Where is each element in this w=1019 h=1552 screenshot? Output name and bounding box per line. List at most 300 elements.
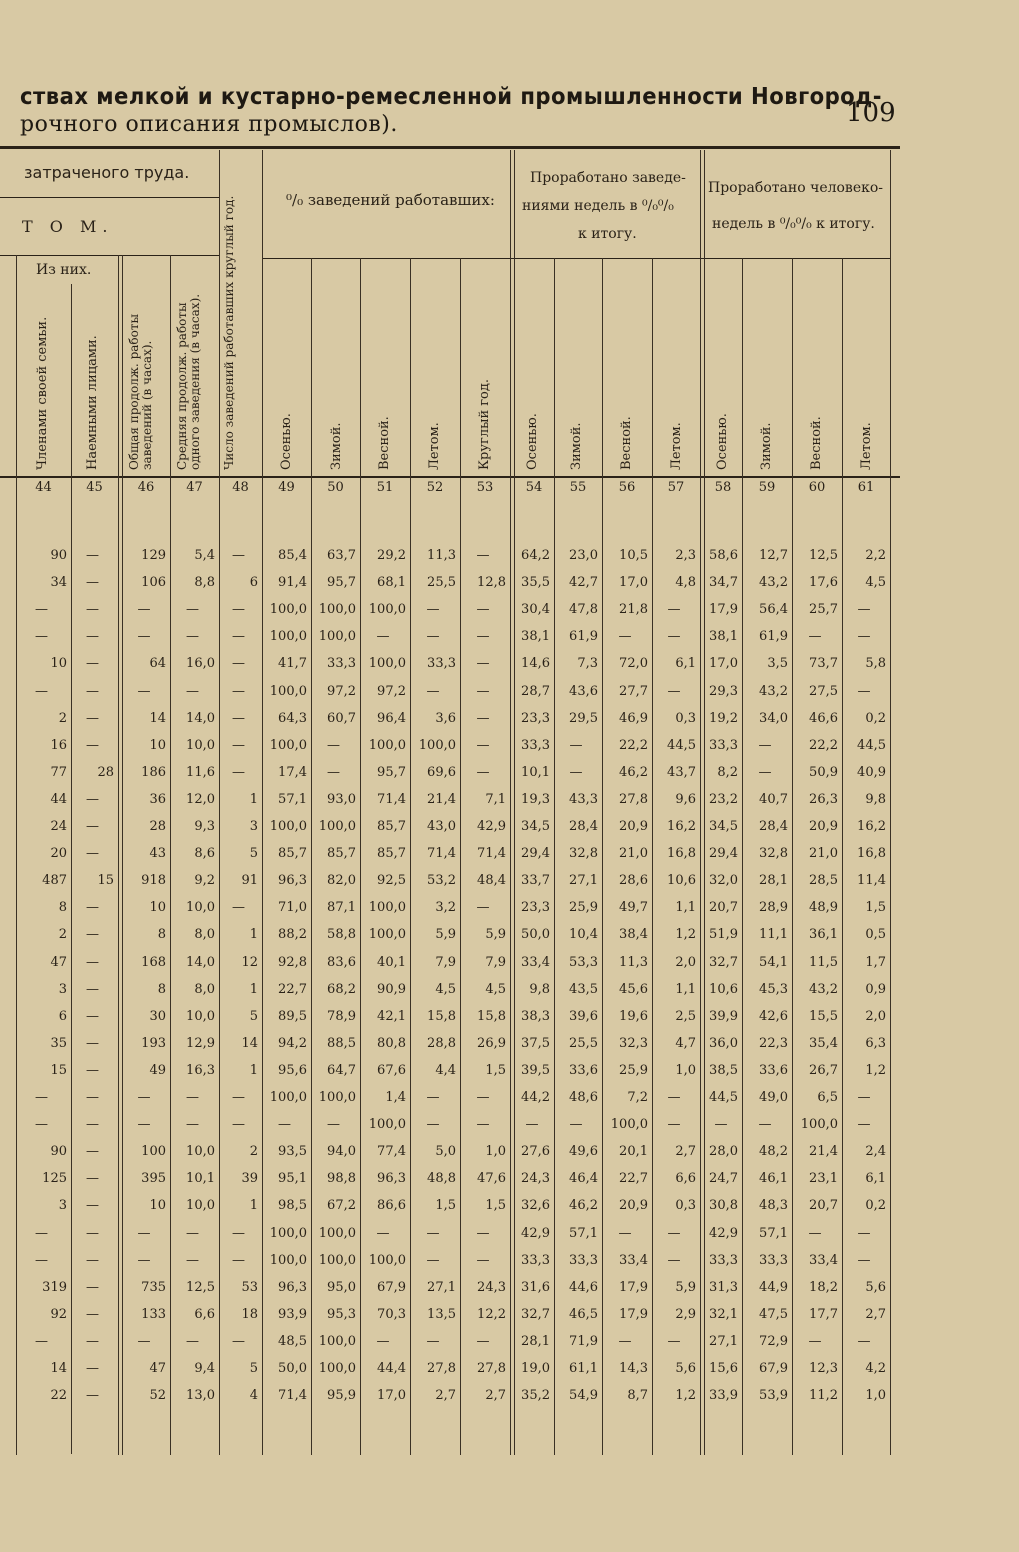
- table-cell: —: [232, 1090, 245, 1105]
- table-cell: —: [35, 1226, 48, 1241]
- table-cell: 21,0: [619, 846, 648, 861]
- table-cell: —: [232, 548, 245, 563]
- table-cell: —: [86, 738, 99, 753]
- table-cell: 53: [241, 1280, 258, 1295]
- table-cell: 48,2: [759, 1144, 788, 1159]
- table-cell: 34,0: [759, 711, 788, 726]
- table-cell: 33,3: [521, 1253, 550, 1268]
- table-cell: 92,5: [377, 873, 406, 888]
- table-cell: 100,0: [318, 629, 356, 644]
- header-col-44: Членами своей семьи.: [35, 316, 50, 470]
- table-cell: 100,0: [269, 1226, 307, 1241]
- table-cell: —: [476, 684, 490, 699]
- table-cell: 49,0: [759, 1090, 788, 1105]
- table-cell: —: [86, 711, 99, 726]
- table-cell: 100,0: [800, 1117, 838, 1132]
- table-cell: 30: [149, 1009, 166, 1024]
- table-cell: 1,5: [435, 1198, 456, 1213]
- header-of-them: Из них.: [36, 262, 92, 278]
- table-cell: —: [476, 1090, 490, 1105]
- table-cell: 96,3: [278, 873, 307, 888]
- header-col-52: Летом.: [427, 422, 442, 470]
- table-cell: 1: [249, 1063, 258, 1078]
- column-number: 46: [137, 480, 155, 495]
- table-cell: 21,8: [619, 602, 648, 617]
- table-cell: 106: [141, 575, 166, 590]
- table-cell: —: [426, 684, 440, 699]
- header-col-59: Зимой.: [759, 422, 774, 470]
- table-cell: —: [667, 1117, 681, 1132]
- table-cell: 17,9: [619, 1280, 648, 1295]
- table-cell: 60,7: [327, 711, 356, 726]
- table-cell: 2,9: [675, 1307, 696, 1322]
- column-number: 45: [86, 480, 103, 495]
- table-cell: 1,4: [385, 1090, 406, 1105]
- header-col-46: [128, 260, 154, 470]
- table-cell: 46,4: [569, 1171, 598, 1186]
- table-cell: 27,7: [619, 684, 648, 699]
- table-cell: 72,0: [619, 656, 648, 671]
- table-cell: 83,6: [327, 955, 356, 970]
- table-cell: 18,2: [809, 1280, 838, 1295]
- table-cell: 53,9: [759, 1388, 788, 1403]
- table-cell: —: [86, 900, 99, 915]
- table-cell: 15: [97, 873, 114, 888]
- table-cell: 26,9: [477, 1036, 506, 1051]
- table-cell: 100,0: [318, 1334, 356, 1349]
- table-cell: 98,5: [278, 1198, 307, 1213]
- table-cell: 9,3: [194, 819, 215, 834]
- table-cell: 61,9: [569, 629, 598, 644]
- table-cell: —: [569, 1117, 583, 1132]
- table-cell: 98,8: [327, 1171, 356, 1186]
- table-cell: 1,2: [865, 1063, 886, 1078]
- header-col-49: Осенью.: [279, 413, 294, 470]
- table-cell: 0,2: [865, 1198, 886, 1213]
- header-col-51: Весной.: [377, 416, 392, 470]
- table-cell: 31,3: [709, 1280, 738, 1295]
- table-cell: 33,3: [569, 1253, 598, 1268]
- table-cell: 26,7: [809, 1063, 838, 1078]
- table-cell: 24,7: [709, 1171, 738, 1186]
- header-col-54: Осенью.: [525, 413, 540, 470]
- table-cell: 10,0: [186, 1009, 215, 1024]
- table-cell: 40,7: [759, 792, 788, 807]
- table-cell: 36,0: [709, 1036, 738, 1051]
- table-cell: 23,0: [569, 548, 598, 563]
- table-cell: 14: [149, 711, 166, 726]
- table-cell: —: [758, 1117, 772, 1132]
- table-cell: —: [758, 765, 772, 780]
- table-cell: 91: [241, 873, 258, 888]
- column-number: 58: [714, 480, 732, 495]
- table-cell: 5: [249, 1361, 258, 1376]
- table-cell: 36: [149, 792, 166, 807]
- table-cell: 43,5: [569, 982, 598, 997]
- table-cell: 6: [249, 575, 258, 590]
- table-cell: 96,3: [278, 1280, 307, 1295]
- table-cell: 20,9: [809, 819, 838, 834]
- table-cell: 20,1: [619, 1144, 648, 1159]
- table-cell: 487: [42, 873, 67, 888]
- table-cell: 46,6: [809, 711, 838, 726]
- table-cell: 32,7: [521, 1307, 550, 1322]
- table-cell: 2,5: [675, 1009, 696, 1024]
- table-cell: 19,3: [521, 792, 550, 807]
- table-cell: 3,5: [767, 656, 788, 671]
- table-cell: —: [327, 738, 340, 753]
- table-cell: —: [86, 1009, 99, 1024]
- table-cell: —: [476, 548, 490, 563]
- header-rule-3: [262, 258, 890, 259]
- table-cell: —: [667, 1226, 681, 1241]
- table-cell: 17,7: [809, 1307, 838, 1322]
- table-cell: 85,7: [377, 846, 406, 861]
- table-cell: 95,3: [327, 1307, 356, 1322]
- table-cell: —: [476, 656, 490, 671]
- table-cell: 96,3: [377, 1171, 406, 1186]
- table-cell: 71,9: [569, 1334, 598, 1349]
- table-cell: 39,5: [521, 1063, 550, 1078]
- table-cell: 23,2: [709, 792, 738, 807]
- table-cell: 47,8: [569, 602, 598, 617]
- table-cell: 33,7: [521, 873, 550, 888]
- table-cell: —: [86, 548, 99, 563]
- col-line: [118, 255, 119, 1455]
- table-cell: 8: [58, 900, 67, 915]
- table-cell: —: [569, 765, 583, 780]
- table-cell: 8,0: [194, 982, 215, 997]
- table-cell: —: [376, 1226, 390, 1241]
- table-cell: —: [137, 1253, 151, 1268]
- table-cell: 35,4: [809, 1036, 838, 1051]
- table-cell: —: [86, 1171, 99, 1186]
- table-cell: 35,2: [521, 1388, 550, 1403]
- table-cell: 20,7: [809, 1198, 838, 1213]
- header-weeks-est-3: к итогу.: [578, 226, 637, 242]
- table-cell: 68,2: [327, 982, 356, 997]
- table-cell: 46,5: [569, 1307, 598, 1322]
- table-cell: 44,9: [759, 1280, 788, 1295]
- header-col-61: Летом.: [859, 422, 874, 470]
- table-cell: 15,8: [427, 1009, 456, 1024]
- table-cell: —: [86, 1198, 99, 1213]
- table-cell: —: [86, 1226, 99, 1241]
- table-cell: 19,6: [619, 1009, 648, 1024]
- table-cell: 32,7: [709, 955, 738, 970]
- table-cell: 8,8: [194, 575, 215, 590]
- table-cell: 2,4: [865, 1144, 886, 1159]
- table-cell: 395: [141, 1171, 166, 1186]
- column-number: 47: [186, 480, 203, 495]
- table-cell: —: [86, 1388, 99, 1403]
- table-cell: —: [426, 602, 440, 617]
- table-cell: —: [476, 629, 490, 644]
- table-cell: —: [86, 575, 99, 590]
- header-labor-spent: затраченого труда.: [24, 163, 190, 182]
- table-cell: —: [86, 629, 99, 644]
- table-cell: 33,6: [759, 1063, 788, 1078]
- table-cell: 4,5: [865, 575, 886, 590]
- table-cell: 39,6: [569, 1009, 598, 1024]
- table-cell: 10,6: [709, 982, 738, 997]
- table-cell: 20,9: [619, 819, 648, 834]
- table-cell: 45,3: [759, 982, 788, 997]
- table-cell: 42,6: [759, 1009, 788, 1024]
- table-cell: 11,5: [809, 955, 838, 970]
- table-cell: 33,3: [427, 656, 456, 671]
- table-cell: 1,2: [675, 1388, 696, 1403]
- table-cell: 6,6: [194, 1307, 215, 1322]
- header-col-56: Весной.: [619, 416, 634, 470]
- table-cell: 58,8: [327, 927, 356, 942]
- table-cell: 94,0: [327, 1144, 356, 1159]
- table-cell: 73,7: [809, 656, 838, 671]
- table-cell: 36,1: [809, 927, 838, 942]
- table-cell: 16,3: [186, 1063, 215, 1078]
- table-cell: 193: [141, 1036, 166, 1051]
- table-cell: 20,7: [709, 900, 738, 915]
- table-cell: 63,7: [327, 548, 356, 563]
- table-cell: 9,8: [865, 792, 886, 807]
- table-cell: 1: [249, 982, 258, 997]
- table-cell: —: [232, 765, 245, 780]
- table-cell: —: [476, 602, 490, 617]
- table-cell: 71,4: [427, 846, 456, 861]
- table-cell: —: [476, 1253, 490, 1268]
- table-cell: 27,1: [427, 1280, 456, 1295]
- table-cell: —: [137, 684, 151, 699]
- table-cell: 86,6: [377, 1198, 406, 1213]
- table-cell: —: [426, 629, 440, 644]
- table-cell: 13,5: [427, 1307, 456, 1322]
- column-number: 50: [327, 480, 344, 495]
- table-cell: 100,0: [269, 684, 307, 699]
- table-cell: 43,0: [427, 819, 456, 834]
- table-cell: —: [426, 1253, 440, 1268]
- table-cell: 7,2: [627, 1090, 648, 1105]
- table-cell: 28,1: [759, 873, 788, 888]
- table-cell: 10,0: [186, 1144, 215, 1159]
- table-cell: —: [86, 1090, 99, 1105]
- table-cell: 29,2: [377, 548, 406, 563]
- table-cell: 17,9: [619, 1307, 648, 1322]
- table-cell: 17,6: [809, 575, 838, 590]
- table-cell: 48,4: [477, 873, 506, 888]
- table-cell: 16,2: [857, 819, 886, 834]
- table-cell: 20: [50, 846, 67, 861]
- table-cell: 27,8: [427, 1361, 456, 1376]
- table-cell: 11,6: [186, 765, 215, 780]
- header-col-53: Круглый год.: [477, 378, 492, 470]
- table-cell: —: [476, 1117, 490, 1132]
- table-cell: 51,9: [709, 927, 738, 942]
- column-number: 53: [476, 480, 494, 495]
- table-cell: 33,3: [709, 1253, 738, 1268]
- table-cell: 38,1: [709, 629, 738, 644]
- column-number: 44: [35, 480, 52, 495]
- table-cell: —: [232, 684, 245, 699]
- table-cell: 45,6: [619, 982, 648, 997]
- table-cell: —: [232, 711, 245, 726]
- table-cell: 71,4: [377, 792, 406, 807]
- table-cell: 9,2: [194, 873, 215, 888]
- table-cell: 15,8: [477, 1009, 506, 1024]
- table-cell: —: [667, 629, 681, 644]
- table-cell: 38,5: [709, 1063, 738, 1078]
- table-cell: 14,6: [521, 656, 550, 671]
- table-cell: 1: [249, 1198, 258, 1213]
- table-cell: 14,0: [186, 711, 215, 726]
- table-cell: —: [618, 1334, 632, 1349]
- table-cell: —: [476, 738, 490, 753]
- table-cell: 100,0: [368, 927, 406, 942]
- table-cell: 5: [249, 846, 258, 861]
- table-cell: 46,2: [569, 1198, 598, 1213]
- table-cell: 47,6: [477, 1171, 506, 1186]
- table-cell: 43,2: [809, 982, 838, 997]
- table-cell: 43,6: [569, 684, 598, 699]
- table-cell: —: [857, 1226, 871, 1241]
- table-cell: 43: [149, 846, 166, 861]
- table-cell: 0,2: [865, 711, 886, 726]
- table-cell: 67,6: [377, 1063, 406, 1078]
- table-cell: 8: [157, 927, 166, 942]
- table-cell: 8,7: [627, 1388, 648, 1403]
- table-cell: 9,6: [675, 792, 696, 807]
- table-cell: 35: [50, 1036, 67, 1051]
- table-cell: 54,9: [569, 1388, 598, 1403]
- table-cell: 2,7: [435, 1388, 456, 1403]
- table-cell: 15: [50, 1063, 67, 1078]
- table-cell: 44,5: [857, 738, 886, 753]
- table-cell: 33,3: [759, 1253, 788, 1268]
- table-cell: —: [476, 1334, 490, 1349]
- col-line: [890, 150, 891, 1455]
- table-cell: 3,6: [435, 711, 456, 726]
- table-cell: 12: [241, 955, 258, 970]
- table-cell: 23,3: [521, 711, 550, 726]
- table-cell: 0,3: [675, 711, 696, 726]
- table-cell: —: [857, 1334, 871, 1349]
- table-cell: 25,9: [569, 900, 598, 915]
- table-cell: —: [186, 1090, 199, 1105]
- table-cell: —: [232, 656, 245, 671]
- table-cell: —: [327, 765, 340, 780]
- table-cell: 20,9: [619, 1198, 648, 1213]
- column-number-rule: [0, 476, 900, 478]
- table-cell: 4,4: [435, 1063, 456, 1078]
- table-cell: 100,0: [418, 738, 456, 753]
- table-cell: 97,2: [377, 684, 406, 699]
- table-cell: 95,7: [377, 765, 406, 780]
- table-cell: 42,1: [377, 1009, 406, 1024]
- table-cell: 77,4: [377, 1144, 406, 1159]
- table-cell: —: [186, 1226, 199, 1241]
- table-cell: —: [857, 1253, 871, 1268]
- table-cell: —: [476, 765, 490, 780]
- table-cell: 28,8: [427, 1036, 456, 1051]
- table-cell: —: [35, 1253, 48, 1268]
- table-cell: 1,5: [485, 1063, 506, 1078]
- table-cell: 14: [50, 1361, 67, 1376]
- table-cell: 17,0: [709, 656, 738, 671]
- table-cell: 10,0: [186, 738, 215, 753]
- table-cell: 22,3: [759, 1036, 788, 1051]
- table-cell: 93,9: [278, 1307, 307, 1322]
- table-cell: 27,8: [619, 792, 648, 807]
- table-cell: 38,1: [521, 629, 550, 644]
- table-cell: 5,6: [865, 1280, 886, 1295]
- table-cell: —: [667, 1334, 681, 1349]
- table-cell: 90: [50, 1144, 67, 1159]
- table-cell: 56,4: [759, 602, 788, 617]
- header-rule-2: [0, 255, 220, 256]
- table-cell: 10,1: [186, 1171, 215, 1186]
- table-cell: —: [426, 1117, 440, 1132]
- table-cell: 17,0: [619, 575, 648, 590]
- table-cell: 12,2: [477, 1307, 506, 1322]
- table-cell: 6: [58, 1009, 67, 1024]
- table-cell: 12,8: [477, 575, 506, 590]
- table-cell: 22,7: [619, 1171, 648, 1186]
- table-cell: 16,8: [667, 846, 696, 861]
- header-col-48: [223, 155, 236, 470]
- table-cell: 0,5: [865, 927, 886, 942]
- table-cell: 1,2: [675, 927, 696, 942]
- table-cell: —: [618, 1226, 632, 1241]
- table-cell: 10: [149, 1198, 166, 1213]
- table-cell: 43,2: [759, 575, 788, 590]
- col-line: [71, 284, 72, 1454]
- table-cell: 28,1: [521, 1334, 550, 1349]
- table-cell: —: [426, 1334, 440, 1349]
- table-cell: 25,9: [619, 1063, 648, 1078]
- table-cell: 64,2: [521, 548, 550, 563]
- table-cell: 32,1: [709, 1307, 738, 1322]
- table-cell: —: [186, 602, 199, 617]
- table-cell: 93,0: [327, 792, 356, 807]
- table-cell: 95,9: [327, 1388, 356, 1403]
- table-cell: 40,9: [857, 765, 886, 780]
- table-cell: 10,4: [569, 927, 598, 942]
- table-cell: 30,4: [521, 602, 550, 617]
- column-number: 57: [667, 480, 685, 495]
- table-cell: 22,2: [809, 738, 838, 753]
- header-col-45: Наемными лицами.: [85, 335, 100, 470]
- table-cell: 100,0: [318, 1226, 356, 1241]
- table-cell: 100,0: [368, 1253, 406, 1268]
- column-number: 52: [426, 480, 444, 495]
- table-cell: 39,9: [709, 1009, 738, 1024]
- table-cell: 95,6: [278, 1063, 307, 1078]
- table-cell: 100,0: [269, 819, 307, 834]
- table-cell: 186: [141, 765, 166, 780]
- table-cell: 735: [141, 1280, 166, 1295]
- table-cell: —: [86, 955, 99, 970]
- table-cell: 57,1: [759, 1226, 788, 1241]
- table-cell: 14: [241, 1036, 258, 1051]
- column-number: 60: [808, 480, 826, 495]
- header-tom: Т О М.: [22, 217, 114, 236]
- table-cell: 11,4: [857, 873, 886, 888]
- table-cell: 8: [157, 982, 166, 997]
- table-cell: 8,6: [194, 846, 215, 861]
- table-cell: 85,7: [278, 846, 307, 861]
- table-cell: 3: [249, 819, 258, 834]
- table-cell: 92,8: [278, 955, 307, 970]
- table-cell: 50,0: [521, 927, 550, 942]
